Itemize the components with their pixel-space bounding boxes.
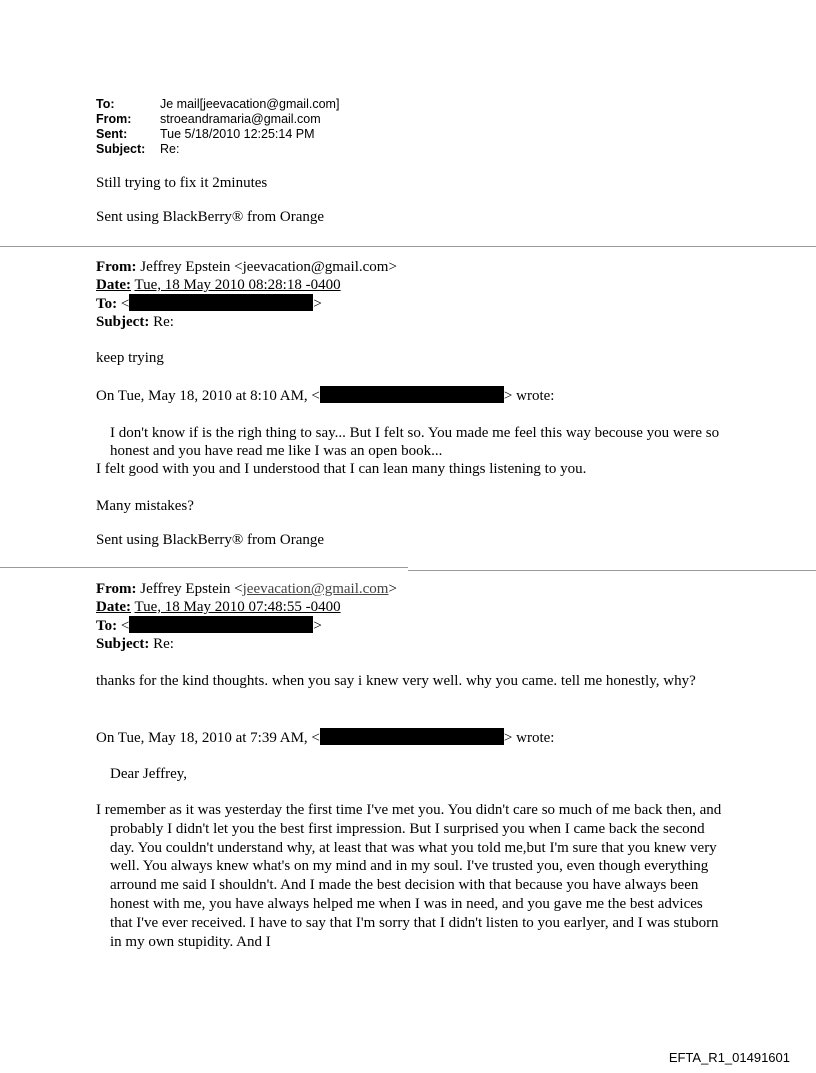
msg2-greeting: Dear Jeffrey, [110, 766, 188, 782]
top-body-line: Still trying to fix it 2minutes [96, 175, 268, 191]
msg2-from-close: > [388, 581, 397, 597]
msg2-quote-prefix: On Tue, May 18, 2010 at 7:39 AM, < [96, 730, 320, 746]
msg2-date-label: Date: [96, 599, 131, 615]
header-to-row [96, 97, 339, 112]
msg2-quote-suffix: > wrote: [503, 730, 555, 746]
msg2-subject-value: Re: [153, 636, 174, 652]
document-id: EFTA_R1_01491601 [668, 1050, 790, 1065]
msg2-quote-line [96, 728, 554, 747]
header-subject-value: Re: [160, 142, 180, 156]
header-to-value: Je mail[jeevacation@gmail.com] [160, 97, 340, 111]
divider [408, 570, 816, 571]
redaction-block [129, 294, 313, 311]
msg2-letter: I remember as it was yesterday the first time I've met you. You didn't care so much of me back then, and probably I didn't let you the best first impression. But I surprised you when I came back the second day. You couldn't understand why, at least that was what you told me,but I'm sure that you knew very well. You always knew what's on my mind and in my soul. I've trusted you, even though everything arround me said I shouldn't. And I made the best decision with that because you have always been honest with me, you have always helped me when I was in need, and you gave me the best advices that I've ever received. I have to say that I'm sorry that I didn't listen to you earlyer, and I was stuborn in my own stupidity. And I [96, 802, 722, 950]
msg1-subject-value: Re: [153, 314, 174, 330]
msg2-to-row: To: < > [96, 618, 322, 634]
header-from-row [96, 112, 339, 127]
email-header [96, 97, 339, 157]
divider [0, 246, 816, 247]
msg2-from-row [96, 580, 397, 598]
msg1-quote-prefix: On Tue, May 18, 2010 at 8:10 AM, < [96, 388, 320, 404]
msg1-quote-suffix: > wrote: [503, 388, 555, 404]
header-sent-value: Tue 5/18/2010 12:25:14 PM [160, 127, 315, 141]
msg2-from-name: Jeffrey Epstein < [140, 581, 243, 597]
msg1-subject-label: Subject: [96, 314, 150, 330]
header-subject-label: Subject: [96, 142, 146, 156]
msg1-quoted-para3: Many mistakes? [96, 498, 194, 514]
msg2-subject-row [96, 635, 397, 653]
msg2-header [96, 580, 397, 653]
msg1-header [96, 258, 397, 331]
redaction-block [129, 616, 313, 633]
msg2-to-label: To: [96, 618, 118, 634]
header-subject-row [96, 142, 339, 157]
msg1-date-value: Tue, 18 May 2010 08:28:18 -0400 [134, 277, 341, 293]
msg1-from-label: From: [96, 259, 137, 275]
redaction-block [320, 728, 504, 745]
top-signature: Sent using BlackBerry® from Orange [96, 209, 325, 225]
msg2-date-value: Tue, 18 May 2010 07:48:55 -0400 [134, 599, 341, 615]
msg1-quoted-para1: I don't know if is the righ thing to say... But I felt so. You made me feel this way becouse you were so honest and you have read me like I was an open book... [110, 425, 720, 459]
msg2-body: thanks for the kind thoughts. when you say i knew very well. why you came. tell me honestly, why? [96, 673, 696, 689]
divider [0, 567, 408, 568]
msg2-subject-label: Subject: [96, 636, 150, 652]
msg1-to-label: To: [96, 296, 118, 312]
header-sent-label: Sent: [96, 127, 128, 141]
msg1-to-row: To: < > [96, 296, 322, 312]
msg1-body: keep trying [96, 350, 164, 366]
msg1-subject-row [96, 313, 397, 331]
header-sent-row [96, 127, 339, 142]
header-from-label: From: [96, 112, 132, 126]
msg1-date-row [96, 276, 397, 294]
header-to-label: To: [96, 97, 115, 111]
msg2-from-label: From: [96, 581, 137, 597]
msg1-date-label: Date: [96, 277, 131, 293]
msg1-quote-line [96, 386, 554, 405]
msg2-date-row [96, 598, 397, 616]
msg1-from-row [96, 258, 397, 276]
msg1-quoted-para2: I felt good with you and I understood that I can lean many things listening to you. [96, 461, 587, 477]
msg1-signature: Sent using BlackBerry® from Orange [96, 532, 325, 548]
redaction-block [320, 386, 504, 403]
msg2-from-email-link[interactable]: jeevacation@gmail.com [242, 581, 389, 597]
header-from-value: stroeandramaria@gmail.com [160, 112, 321, 126]
msg1-from-value: Jeffrey Epstein <jeevacation@gmail.com> [140, 259, 397, 275]
